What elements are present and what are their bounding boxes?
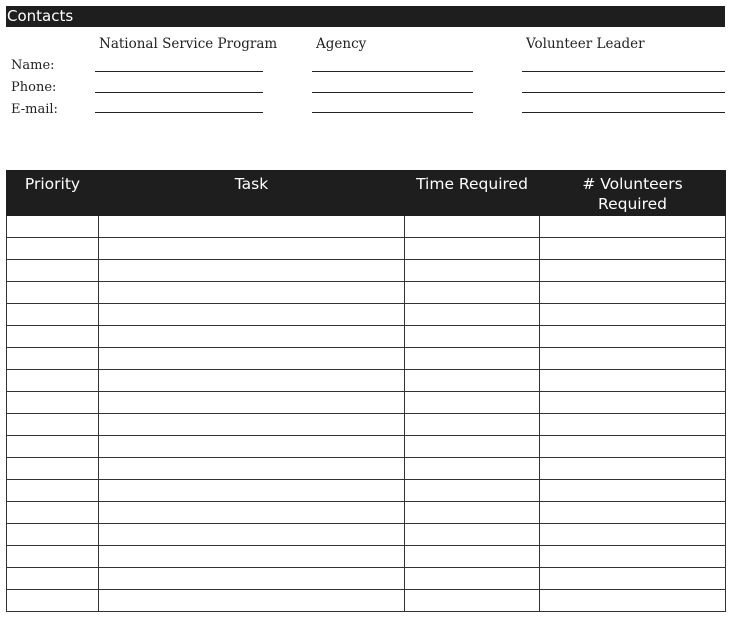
priority-cell[interactable] — [7, 216, 99, 238]
volunteers-required-cell[interactable] — [540, 216, 726, 238]
task-cell[interactable] — [99, 480, 405, 502]
priority-cell[interactable] — [7, 260, 99, 282]
volunteers-required-cell[interactable] — [540, 304, 726, 326]
priority-cell[interactable] — [7, 326, 99, 348]
time-required-cell[interactable] — [405, 326, 540, 348]
name-field-volunteer-leader[interactable] — [522, 71, 725, 72]
priority-cell[interactable] — [7, 590, 99, 612]
volunteers-required-cell[interactable] — [540, 414, 726, 436]
task-cell[interactable] — [99, 502, 405, 524]
phone-field-agency[interactable] — [312, 92, 473, 93]
priority-cell[interactable] — [7, 568, 99, 590]
time-required-cell[interactable] — [405, 546, 540, 568]
contacts-title: Contacts — [7, 7, 74, 25]
time-required-cell[interactable] — [405, 458, 540, 480]
table-row — [7, 502, 726, 524]
table-row — [7, 568, 726, 590]
volunteers-required-cell[interactable] — [540, 348, 726, 370]
priority-cell[interactable] — [7, 458, 99, 480]
time-required-cell[interactable] — [405, 304, 540, 326]
task-cell[interactable] — [99, 348, 405, 370]
volunteers-required-cell[interactable] — [540, 392, 726, 414]
priority-cell[interactable] — [7, 238, 99, 260]
table-row — [7, 282, 726, 304]
priority-cell[interactable] — [7, 282, 99, 304]
volunteers-required-cell[interactable] — [540, 326, 726, 348]
priority-cell[interactable] — [7, 304, 99, 326]
task-cell[interactable] — [99, 458, 405, 480]
volunteers-required-cell[interactable] — [540, 546, 726, 568]
priority-cell[interactable] — [7, 524, 99, 546]
time-required-cell[interactable] — [405, 524, 540, 546]
task-table — [6, 170, 726, 612]
priority-cell[interactable] — [7, 414, 99, 436]
table-row — [7, 326, 726, 348]
volunteers-required-cell[interactable] — [540, 458, 726, 480]
volunteers-required-cell[interactable] — [540, 436, 726, 458]
table-row — [7, 392, 726, 414]
column-header-volunteer-leader: Volunteer Leader — [526, 36, 645, 52]
time-required-cell[interactable] — [405, 216, 540, 238]
table-row — [7, 414, 726, 436]
task-cell[interactable] — [99, 546, 405, 568]
task-cell[interactable] — [99, 238, 405, 260]
volunteers-required-cell[interactable] — [540, 568, 726, 590]
table-row — [7, 458, 726, 480]
volunteers-required-cell[interactable] — [540, 238, 726, 260]
time-required-cell[interactable] — [405, 260, 540, 282]
volunteers-required-cell[interactable] — [540, 502, 726, 524]
table-row — [7, 524, 726, 546]
task-cell[interactable] — [99, 304, 405, 326]
priority-cell[interactable] — [7, 348, 99, 370]
table-row — [7, 590, 726, 612]
phone-field-volunteer-leader[interactable] — [522, 92, 725, 93]
priority-cell[interactable] — [7, 370, 99, 392]
volunteers-required-cell[interactable] — [540, 260, 726, 282]
task-cell[interactable] — [99, 370, 405, 392]
volunteers-required-cell[interactable] — [540, 590, 726, 612]
table-row — [7, 480, 726, 502]
table-row — [7, 216, 726, 238]
email-field-national-service-program[interactable] — [95, 112, 263, 113]
email-field-volunteer-leader[interactable] — [522, 112, 725, 113]
volunteers-required-cell[interactable] — [540, 282, 726, 304]
priority-cell[interactable] — [7, 392, 99, 414]
time-required-cell[interactable] — [405, 568, 540, 590]
table-row — [7, 304, 726, 326]
name-field-national-service-program[interactable] — [95, 71, 263, 72]
header-priority: Priority — [7, 171, 99, 216]
table-row — [7, 260, 726, 282]
row-label-phone: Phone: — [11, 80, 57, 95]
time-required-cell[interactable] — [405, 238, 540, 260]
task-cell[interactable] — [99, 524, 405, 546]
row-label-name: Name: — [11, 58, 55, 73]
table-row — [7, 546, 726, 568]
time-required-cell[interactable] — [405, 590, 540, 612]
task-cell[interactable] — [99, 282, 405, 304]
priority-cell[interactable] — [7, 480, 99, 502]
time-required-cell[interactable] — [405, 348, 540, 370]
task-cell[interactable] — [99, 590, 405, 612]
header-task: Task — [99, 171, 405, 216]
task-table-header-row — [7, 171, 726, 216]
table-row — [7, 436, 726, 458]
table-row — [7, 370, 726, 392]
column-header-national-service-program: National Service Program — [99, 36, 278, 52]
row-label-email: E-mail: — [11, 102, 58, 117]
contacts-section-header — [6, 6, 725, 27]
time-required-cell[interactable] — [405, 502, 540, 524]
phone-field-national-service-program[interactable] — [95, 92, 263, 93]
column-header-agency: Agency — [316, 36, 367, 52]
table-row — [7, 238, 726, 260]
header-time-required: Time Required — [405, 171, 540, 216]
task-cell[interactable] — [99, 436, 405, 458]
priority-cell[interactable] — [7, 502, 99, 524]
task-table-body — [7, 216, 726, 612]
time-required-cell[interactable] — [405, 480, 540, 502]
time-required-cell[interactable] — [405, 436, 540, 458]
email-field-agency[interactable] — [312, 112, 473, 113]
task-cell[interactable] — [99, 216, 405, 238]
time-required-cell[interactable] — [405, 370, 540, 392]
time-required-cell[interactable] — [405, 282, 540, 304]
task-cell[interactable] — [99, 392, 405, 414]
task-cell[interactable] — [99, 414, 405, 436]
priority-cell[interactable] — [7, 436, 99, 458]
task-cell[interactable] — [99, 568, 405, 590]
task-cell[interactable] — [99, 326, 405, 348]
volunteers-required-cell[interactable] — [540, 370, 726, 392]
volunteers-required-cell[interactable] — [540, 480, 726, 502]
time-required-cell[interactable] — [405, 414, 540, 436]
header-volunteers-required: # Volunteers Required — [540, 171, 726, 216]
priority-cell[interactable] — [7, 546, 99, 568]
volunteers-required-cell[interactable] — [540, 524, 726, 546]
time-required-cell[interactable] — [405, 392, 540, 414]
task-cell[interactable] — [99, 260, 405, 282]
table-row — [7, 348, 726, 370]
name-field-agency[interactable] — [312, 71, 473, 72]
